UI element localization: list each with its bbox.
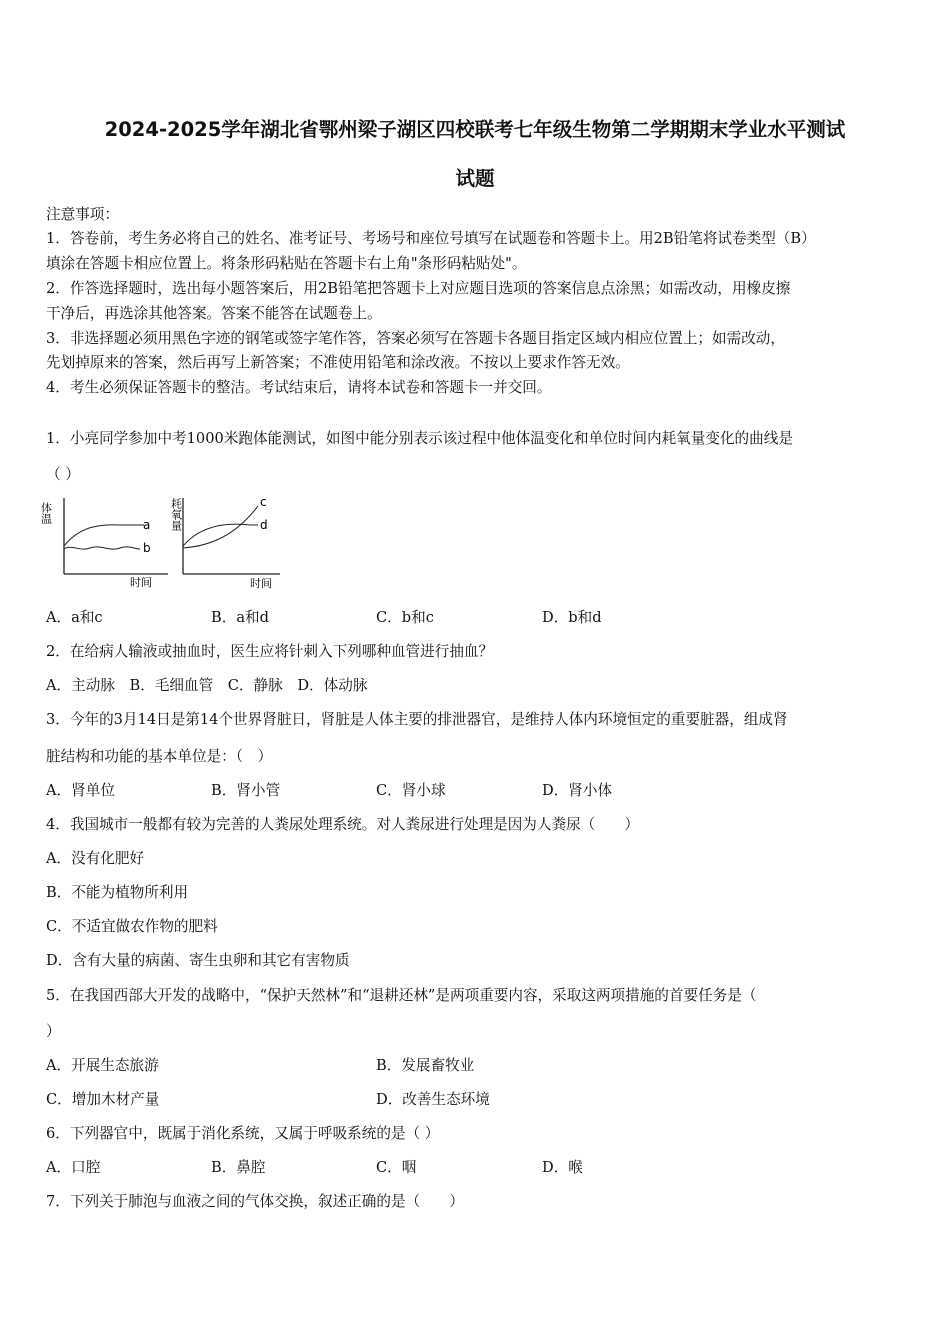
- curve-d: [183, 524, 258, 546]
- question-1-stem-cont: （ ）: [46, 466, 80, 483]
- question-3-option-c: C．肾小球: [376, 782, 446, 799]
- curve-a: [64, 525, 142, 546]
- graph1-ylabel: 体温: [40, 502, 53, 524]
- question-5-option-c: C．增加木材产量: [46, 1091, 160, 1108]
- oxygen-graph: [170, 495, 281, 590]
- question-6-stem: 6．下列器官中，既属于消化系统，又属于呼吸系统的是（ ）: [46, 1125, 440, 1142]
- curve-a-label: a: [143, 518, 151, 532]
- notes-line: 3．非选择题必须用黑色字迹的钢笔或签字笔作答，答案必须写在答题卡各题目指定区域内相应位置上；如需改动，: [46, 330, 785, 347]
- notes-heading: 注意事项：: [46, 206, 119, 223]
- question-3-stem: 3．今年的3月14日是第14个世界肾脏日，肾脏是人体主要的排泄器官，是维持人体内环境恒定的重要脏器，组成肾: [46, 711, 788, 728]
- curve-c: [183, 506, 258, 548]
- notes-line: 1．答卷前，考生务必将自己的姓名、准考证号、考场号和座位号填写在试题卷和答题卡上。用2B铅笔将试卷类型（B）: [46, 230, 816, 247]
- curve-b: [64, 547, 140, 549]
- curve-d-label: d: [260, 518, 268, 532]
- notes-line: 先划掉原来的答案，然后再写上新答案；不准使用铅笔和涂改液。不按以上要求作答无效。: [46, 354, 630, 371]
- question-4-option-d: D．含有大量的病菌、寄生虫卵和其它有害物质: [46, 952, 350, 969]
- page-title-line1: 2024-2025学年湖北省鄂州梁子湖区四校联考七年级生物第二学期期末学业水平测试: [104, 118, 846, 141]
- question-4-option-a: A．没有化肥好: [46, 850, 145, 867]
- question-2-stem: 2．在给病人输液或抽血时，医生应将针刺入下列哪种血管进行抽血？: [46, 643, 494, 660]
- question-2-options: A．主动脉 B．毛细血管 C．静脉 D．体动脉: [46, 677, 368, 694]
- question-4-option-b: B．不能为植物所利用: [46, 884, 189, 901]
- temperature-graph: [40, 498, 168, 589]
- graph1-xlabel: 时间: [130, 576, 152, 589]
- question-6-option-a: A．口腔: [46, 1159, 101, 1176]
- question-1-option-b: B．a和d: [211, 609, 269, 626]
- question-3-option-b: B．肾小管: [211, 782, 281, 799]
- question-1-figure: [40, 494, 290, 594]
- curve-c-label: c: [260, 495, 267, 509]
- question-6-option-d: D．喉: [542, 1159, 583, 1176]
- question-1-option-d: D．b和d: [542, 609, 602, 626]
- question-5-option-d: D．改善生态环境: [376, 1091, 490, 1108]
- graph2-xlabel: 时间: [250, 577, 272, 590]
- notes-line: 4．考生必须保证答题卡的整洁。考试结束后，请将本试卷和答题卡一并交回。: [46, 379, 552, 396]
- question-4-stem: 4．我国城市一般都有较为完善的人粪尿处理系统。对人粪尿进行处理是因为人粪尿（ ）: [46, 816, 640, 833]
- question-3-stem-cont: 脏结构和功能的基本单位是：（ ）: [46, 748, 273, 765]
- question-5-option-b: B．发展畜牧业: [376, 1057, 475, 1074]
- question-1-stem: 1．小亮同学参加中考1000米跑体能测试，如图中能分别表示该过程中他体温变化和单位时间内耗氧量变化的曲线是: [46, 430, 793, 447]
- question-4-option-c: C．不适宜做农作物的肥料: [46, 918, 218, 935]
- question-7-stem: 7．下列关于肺泡与血液之间的气体交换，叙述正确的是（ ）: [46, 1193, 464, 1210]
- notes-line: 填涂在答题卡相应位置上。将条形码粘贴在答题卡右上角"条形码粘贴处"。: [46, 255, 527, 272]
- graph2-ylabel: 耗氧量: [169, 498, 183, 531]
- question-5-option-a: A．开展生态旅游: [46, 1057, 159, 1074]
- question-6-option-c: C．咽: [376, 1159, 417, 1176]
- question-6-option-b: B．鼻腔: [211, 1159, 266, 1176]
- question-3-option-a: A．肾单位: [46, 782, 115, 799]
- question-5-stem-cont: ）: [46, 1023, 61, 1040]
- question-3-option-d: D．肾小体: [542, 782, 613, 799]
- question-1-option-a: A．a和c: [46, 609, 103, 626]
- notes-line: 干净后，再选涂其他答案。答案不能答在试题卷上。: [46, 305, 382, 322]
- page-title-line2: 试题: [455, 167, 495, 190]
- question-1-option-c: C．b和c: [376, 609, 434, 626]
- curve-b-label: b: [143, 541, 151, 555]
- notes-line: 2．作答选择题时，选出每小题答案后，用2B铅笔把答题卡上对应题目选项的答案信息点涂黑；如需改动，用橡皮擦: [46, 280, 791, 297]
- question-5-stem: 5．在我国西部大开发的战略中，“保护天然林”和“退耕还林”是两项重要内容，采取这两项措施的首要任务是（: [46, 987, 757, 1004]
